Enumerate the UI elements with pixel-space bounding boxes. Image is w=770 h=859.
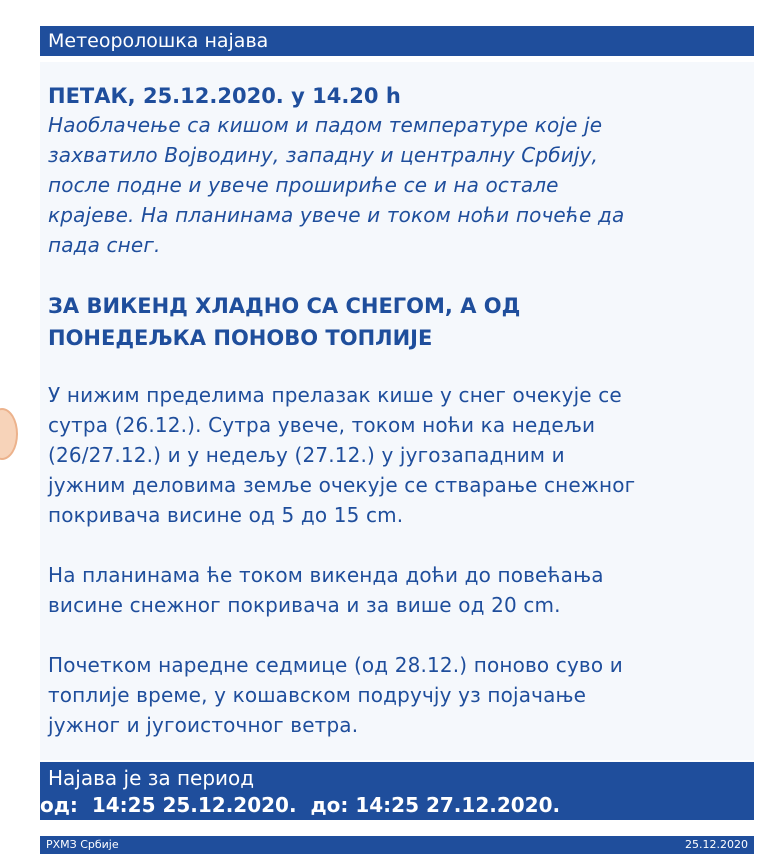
- paragraph-line: У нижим пределима прелазак кише у снег очекује се: [48, 383, 622, 407]
- paragraph-line: Почетком наредне седмице (од 28.12.) поново суво и: [48, 653, 623, 677]
- paragraph-line: топлије време, у кошавском подручју уз појачање: [48, 683, 587, 707]
- forecast-content: [40, 62, 754, 760]
- paragraph-line: покривача висине од 5 до 15 cm.: [48, 503, 404, 527]
- section-heading-line: ЗА ВИКЕНД ХЛАДНО СА СНЕГОМ, А ОД: [48, 294, 521, 318]
- paragraph-line: (26/27.12.) и у недељу (27.12.) у југозападним и: [48, 443, 565, 467]
- lead-line: после подне и увече прошириће се и на остале: [48, 173, 559, 197]
- lead-line: крајеве. На планинама увече и током ноћи почеће да: [48, 203, 625, 227]
- paragraph-line: јужним деловима земље очекује се стварање снежног: [48, 473, 636, 497]
- footer-date: 25.12.2020: [685, 838, 748, 851]
- paragraph-line: На планинама ће током викенда доћи до повећања: [48, 563, 604, 587]
- paragraph-snow: [48, 380, 746, 530]
- lead-line: пада снег.: [48, 233, 161, 257]
- lead-paragraph: [48, 110, 746, 260]
- forecast-period-box: [40, 762, 754, 820]
- section-heading: [48, 290, 746, 354]
- footer-bar: [40, 836, 754, 854]
- paragraph-mountains: [48, 560, 746, 620]
- date-heading: ПЕТАК, 25.12.2020. у 14.20 h: [48, 84, 401, 108]
- decorative-side-mark: [0, 408, 18, 460]
- period-title: Најава је за период: [48, 766, 255, 790]
- lead-line: захватило Војводину, западну и централну Србију,: [48, 143, 599, 167]
- lead-line: Наоблачење са кишом и падом температуре које је: [48, 113, 603, 137]
- paragraph-next-week: [48, 650, 746, 740]
- header-title: Метеоролошка најава: [40, 26, 754, 56]
- paragraph-line: висине снежног покривача и за више од 20 cm.: [48, 593, 561, 617]
- section-heading-line: ПОНЕДЕЉКА ПОНОВО ТОПЛИЈЕ: [48, 326, 433, 350]
- footer-source: РХМЗ Србије: [46, 838, 119, 851]
- period-range: од: 14:25 25.12.2020. до: 14:25 27.12.2020.: [40, 793, 561, 817]
- paragraph-line: јужног и југоисточног ветра.: [48, 713, 359, 737]
- paragraph-line: сутра (26.12.). Сутра увече, током ноћи ка недељи: [48, 413, 596, 437]
